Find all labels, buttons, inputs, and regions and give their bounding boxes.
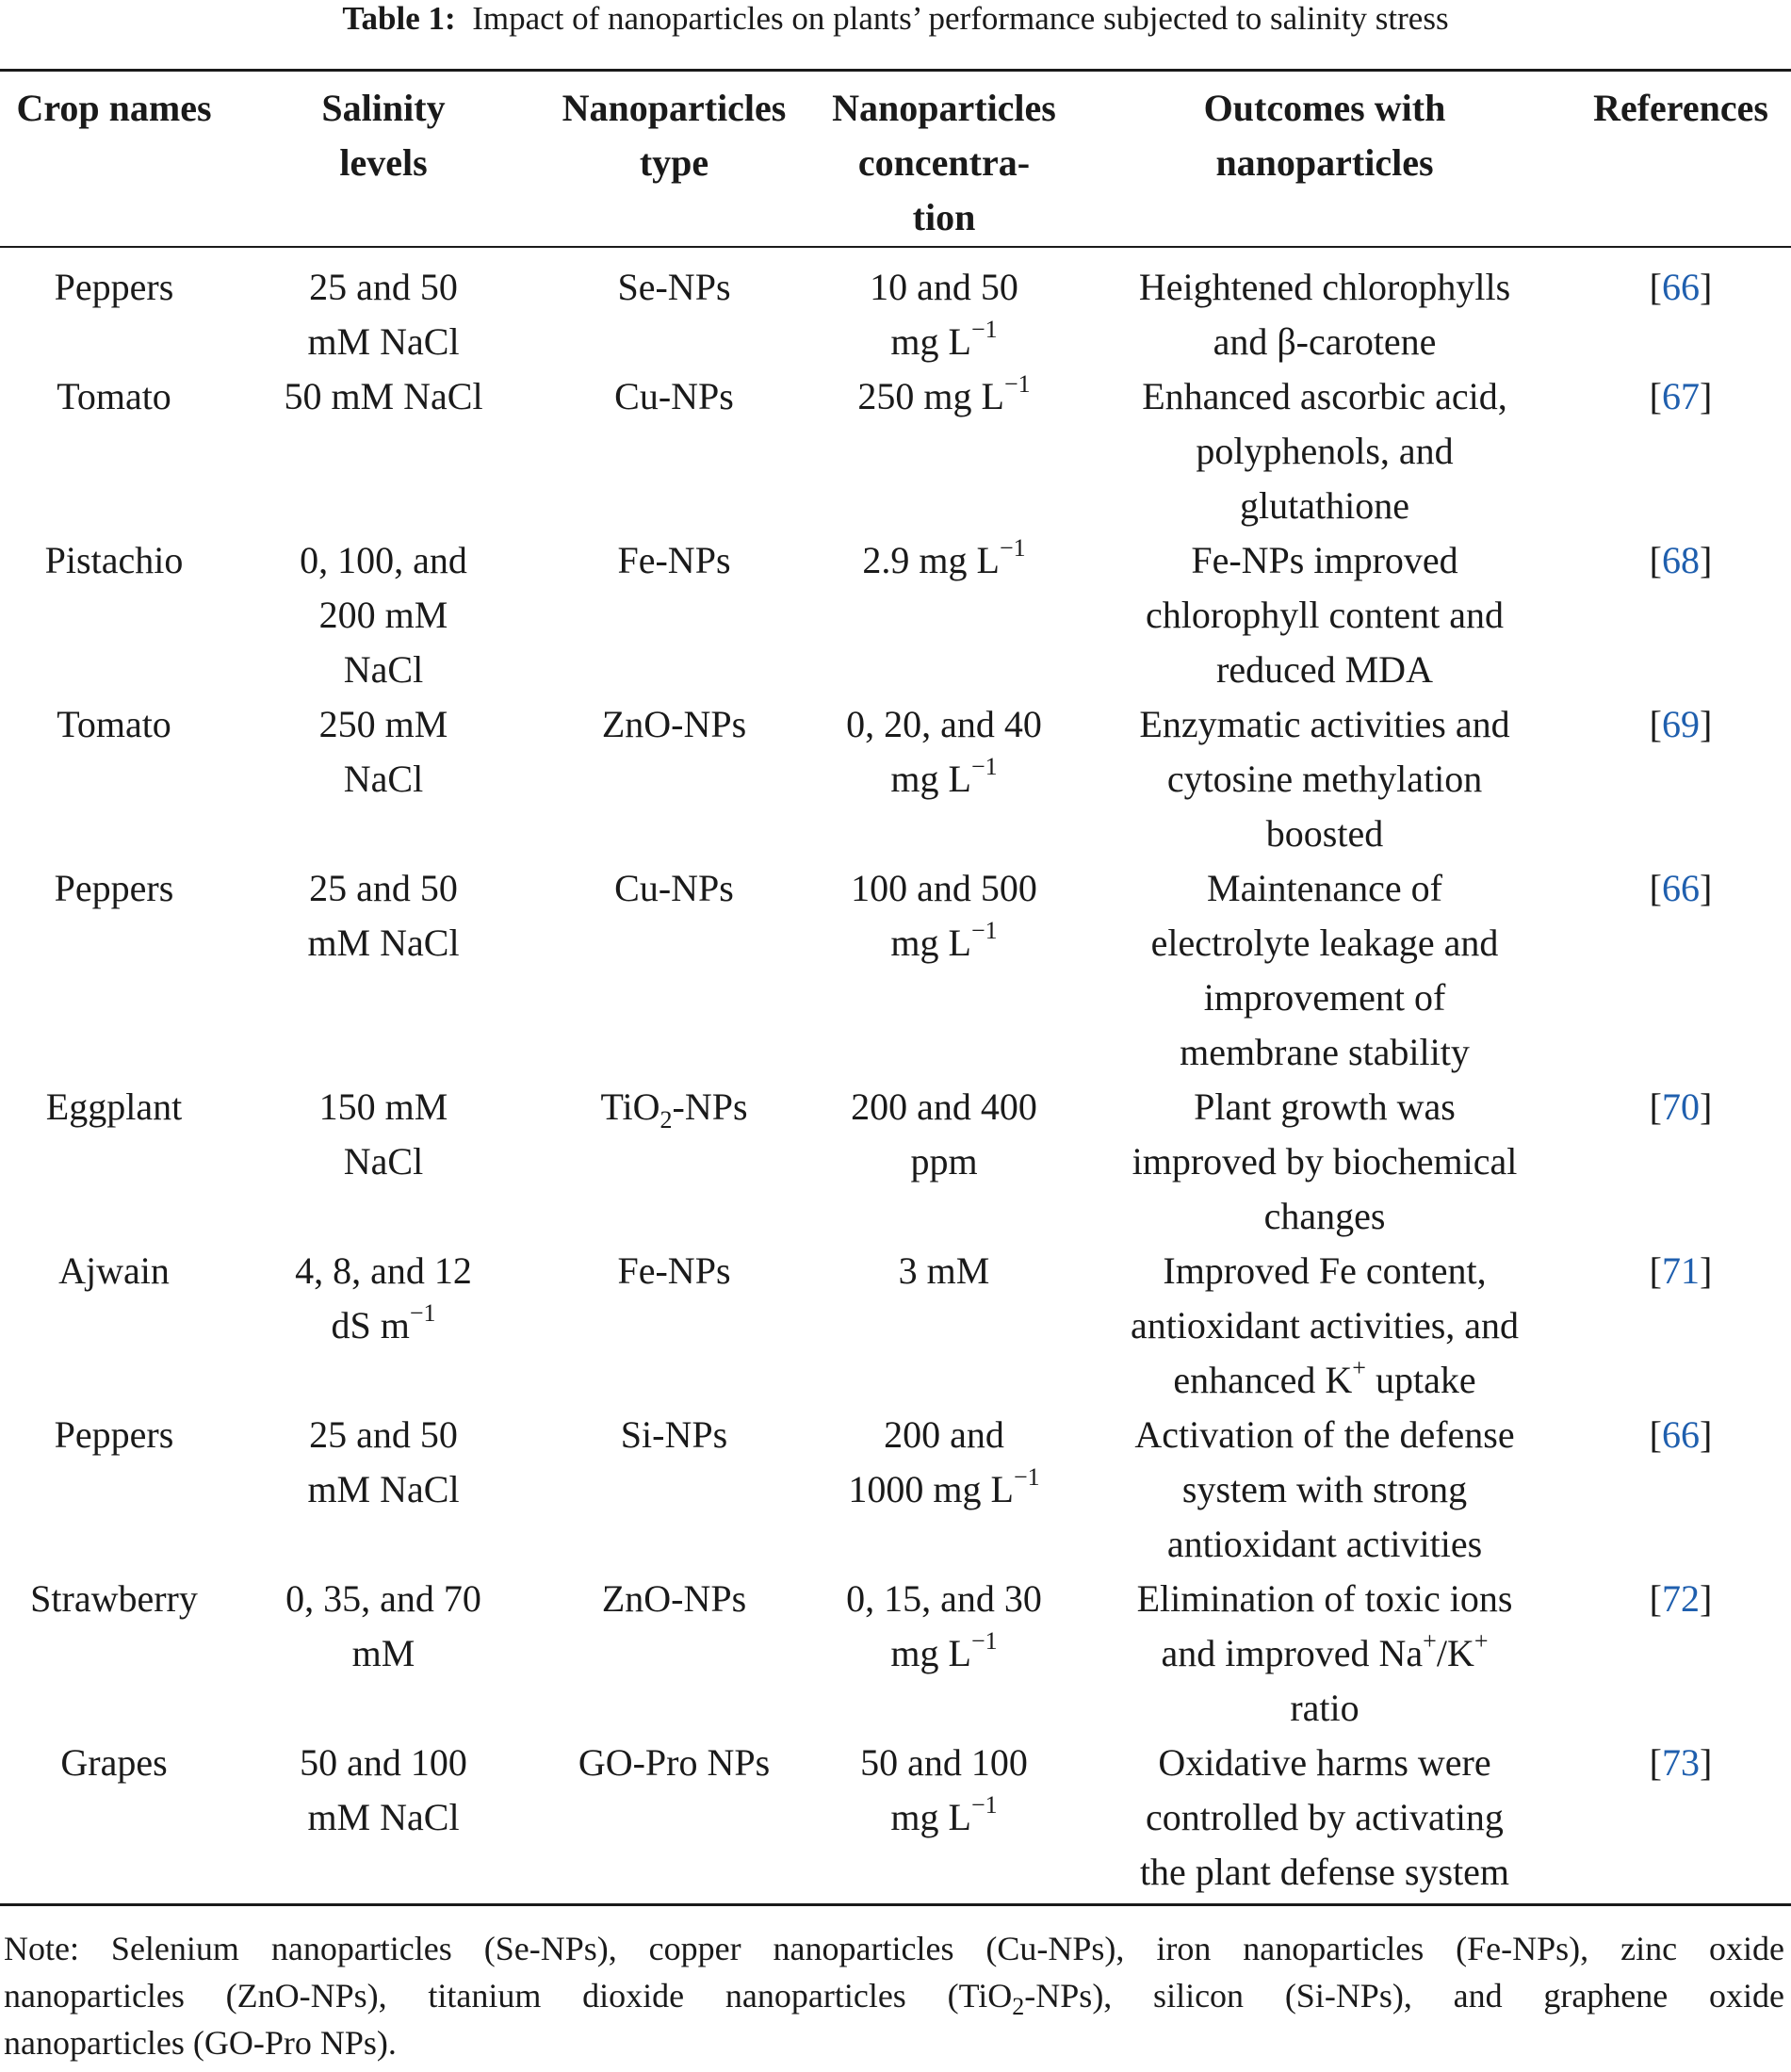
cell-crop: Strawberry [30,1577,198,1620]
cell-reference: [72] [1649,1577,1713,1620]
cell-salinity: 0, 35, and 70 mM [285,1577,481,1674]
cell-salinity: 250 mM NaCl [318,703,448,800]
cell-reference: [66] [1649,266,1713,308]
cell-concentration: 200 and 1000 mg $L^{-1}$ [848,1413,1040,1510]
table-row [0,1080,1791,1244]
cell-concentration-superscript: −1 [970,315,998,343]
cell-salinity: 0, 100, and 200 mM NaCl [300,539,467,691]
column-header-salinity-levels: Salinity levels [321,87,446,184]
cell-concentration: 3 mM [898,1249,990,1292]
cell-concentration: 100 and 500 mg $L^{-1}$ [851,867,1037,964]
cell-nanoparticle-type: GO-Pro NPs [578,1741,771,1784]
cell-salinity: 25 and 50 mM NaCl [307,1413,460,1510]
cell-salinity: 50 mM NaCl [284,375,483,417]
cell-salinity: 4, 8, and 12 dS $m^{-1}$ [295,1249,472,1346]
cell-outcome: Fe-NPs improved chlorophyll content and reduced MDA [1146,539,1504,691]
cell-outcome: Enhanced ascorbic acid, polyphenols, and glutathione [1142,375,1507,527]
cell-concentration: 250 mg $L^{-1}$ [857,369,1031,417]
cell-nanoparticle-type: Se-NPs [617,266,731,308]
reference-link[interactable]: 68 [1662,539,1700,581]
column-header-outcomes: Outcomes with nanoparticles [1203,87,1446,184]
cell-reference: [66] [1649,1413,1713,1456]
cell-outcome: Oxidative harms were controlled by activating the plant defense system [1139,1741,1510,1893]
table-row [0,1244,1791,1408]
cell-crop: Tomato [57,703,171,745]
cell-nanoparticle-type: ZnO-NPs [601,1577,747,1620]
cell-reference: [73] [1649,1741,1713,1784]
table-caption [0,0,1791,53]
cell-outcome: Plant growth was improved by biochemical changes [1132,1085,1518,1237]
reference-link[interactable]: 71 [1662,1249,1700,1292]
cell-reference: [69] [1649,703,1713,745]
table-row [0,1408,1791,1572]
cell-reference: [67] [1649,375,1713,417]
cell-crop: Peppers [54,1413,174,1456]
note-line: Note: Selenium nanoparticles (Se-NPs), copper nanoparticles (Cu-NPs), iron nanoparticles (Fe-NPs), zinc oxide [4,1930,1784,1967]
cell-crop: Grapes [60,1741,168,1784]
cell-nanoparticle-type-subscript: 2 [659,1106,673,1134]
table-row [0,1736,1791,1900]
cell-crop: Eggplant [45,1085,183,1128]
cell-outcome: Activation of the defense system with strong antioxidant activities [1134,1413,1515,1565]
column-header-crop-names: Crop names [16,87,212,129]
cell-crop: Ajwain [58,1249,170,1292]
cell-nanoparticle-type: Fe-NPs [617,1249,731,1292]
cell-outcome: Enzymatic activities and cytosine methylation boosted [1139,703,1510,855]
cell-reference: [71] [1649,1249,1713,1292]
note-line: nanoparticles (GO-Pro NPs). [4,2024,397,2062]
cell-nanoparticle-type: Fe-NPs [617,539,731,581]
table-header-row [0,81,1791,245]
cell-salinity: 25 and 50 mM NaCl [307,867,460,964]
cell-concentration: 2.9 mg $L^{-1}$ [862,533,1026,581]
reference-link[interactable]: 73 [1662,1741,1700,1784]
cell-concentration-superscript: −1 [970,916,998,944]
cell-outcome: Elimination of toxic ions and improved Na+/K+ ratio [1136,1577,1513,1729]
cell-crop: Peppers [54,266,174,308]
note-line: nanoparticles (ZnO-NPs), titanium dioxide nanoparticles (TiO$_2$-NPs), silicon (Si-NPs), and graphene oxide [4,1977,1784,2021]
table-caption-label: Table 1: [342,0,456,37]
table-row [0,533,1791,697]
table-note [4,1925,1784,2066]
table-row [0,1572,1791,1736]
column-header-references: References [1593,87,1768,129]
table-body [0,260,1791,1900]
cell-outcome-superscript: + [1352,1353,1366,1381]
column-header-nanoparticles-type: Nanoparticles type [562,87,787,184]
cell-nanoparticle-type: TiO$_2$-NPs [600,1085,748,1134]
cell-crop: Pistachio [44,539,184,581]
cell-reference: [70] [1649,1085,1713,1128]
table-header-rule [0,246,1791,248]
cell-outcome-superscript: + [1423,1626,1437,1655]
cell-salinity: 50 and 100 mM NaCl [300,1741,467,1838]
reference-link[interactable]: 66 [1662,867,1700,909]
cell-nanoparticle-type: ZnO-NPs [601,703,747,745]
cell-concentration-superscript: −1 [1003,369,1031,398]
cell-concentration-superscript: −1 [970,752,998,780]
table-bottom-rule [0,1903,1791,1906]
cell-concentration: 0, 15, and 30 mg $L^{-1}$ [846,1577,1042,1674]
cell-salinity: 150 mM NaCl [318,1085,448,1183]
cell-nanoparticle-type: Cu-NPs [614,375,734,417]
cell-outcome: Maintenance of electrolyte leakage and improvement of membrane stability [1150,867,1499,1073]
table-row [0,697,1791,861]
cell-outcome: Improved Fe content, antioxidant activities, and enhanced K+ uptake [1130,1249,1520,1401]
table-caption-text: Impact of nanoparticles on plants’ performance subjected to salinity stress [472,0,1449,37]
cell-nanoparticle-type: Cu-NPs [614,867,734,909]
cell-concentration-superscript: −1 [1013,1462,1040,1491]
cell-concentration-superscript: −1 [999,533,1026,562]
cell-outcome-superscript: + [1474,1626,1489,1655]
table-row [0,861,1791,1080]
cell-concentration-superscript: −1 [970,1790,998,1819]
cell-concentration: 200 and 400 ppm [851,1085,1037,1183]
table-row [0,369,1791,533]
column-header-nanoparticles-concentration: Nanoparticles concentra- tion [832,87,1056,238]
reference-link[interactable]: 70 [1662,1085,1700,1128]
cell-concentration: 50 and 100 mg $L^{-1}$ [860,1741,1028,1838]
cell-outcome: Heightened chlorophylls and β-carotene [1138,266,1511,363]
table-top-rule [0,69,1791,72]
table-row [0,260,1791,369]
cell-crop: Peppers [54,867,174,909]
cell-nanoparticle-type: Si-NPs [620,1413,728,1456]
table-header [0,81,1791,245]
cell-salinity-superscript: −1 [409,1298,436,1327]
reference-link[interactable]: 72 [1662,1577,1700,1620]
cell-reference: [66] [1649,867,1713,909]
cell-reference: [68] [1649,539,1713,581]
reference-link[interactable]: 69 [1662,703,1700,745]
note-subscript: 2 [1012,1993,1025,2021]
cell-concentration: 0, 20, and 40 mg $L^{-1}$ [846,703,1042,800]
cell-salinity: 25 and 50 mM NaCl [307,266,460,363]
reference-link[interactable]: 66 [1662,1413,1700,1456]
cell-concentration-superscript: −1 [970,1626,998,1655]
cell-crop: Tomato [57,375,171,417]
reference-link[interactable]: 67 [1662,375,1700,417]
cell-concentration: 10 and 50 mg $L^{-1}$ [870,266,1018,363]
reference-link[interactable]: 66 [1662,266,1700,308]
